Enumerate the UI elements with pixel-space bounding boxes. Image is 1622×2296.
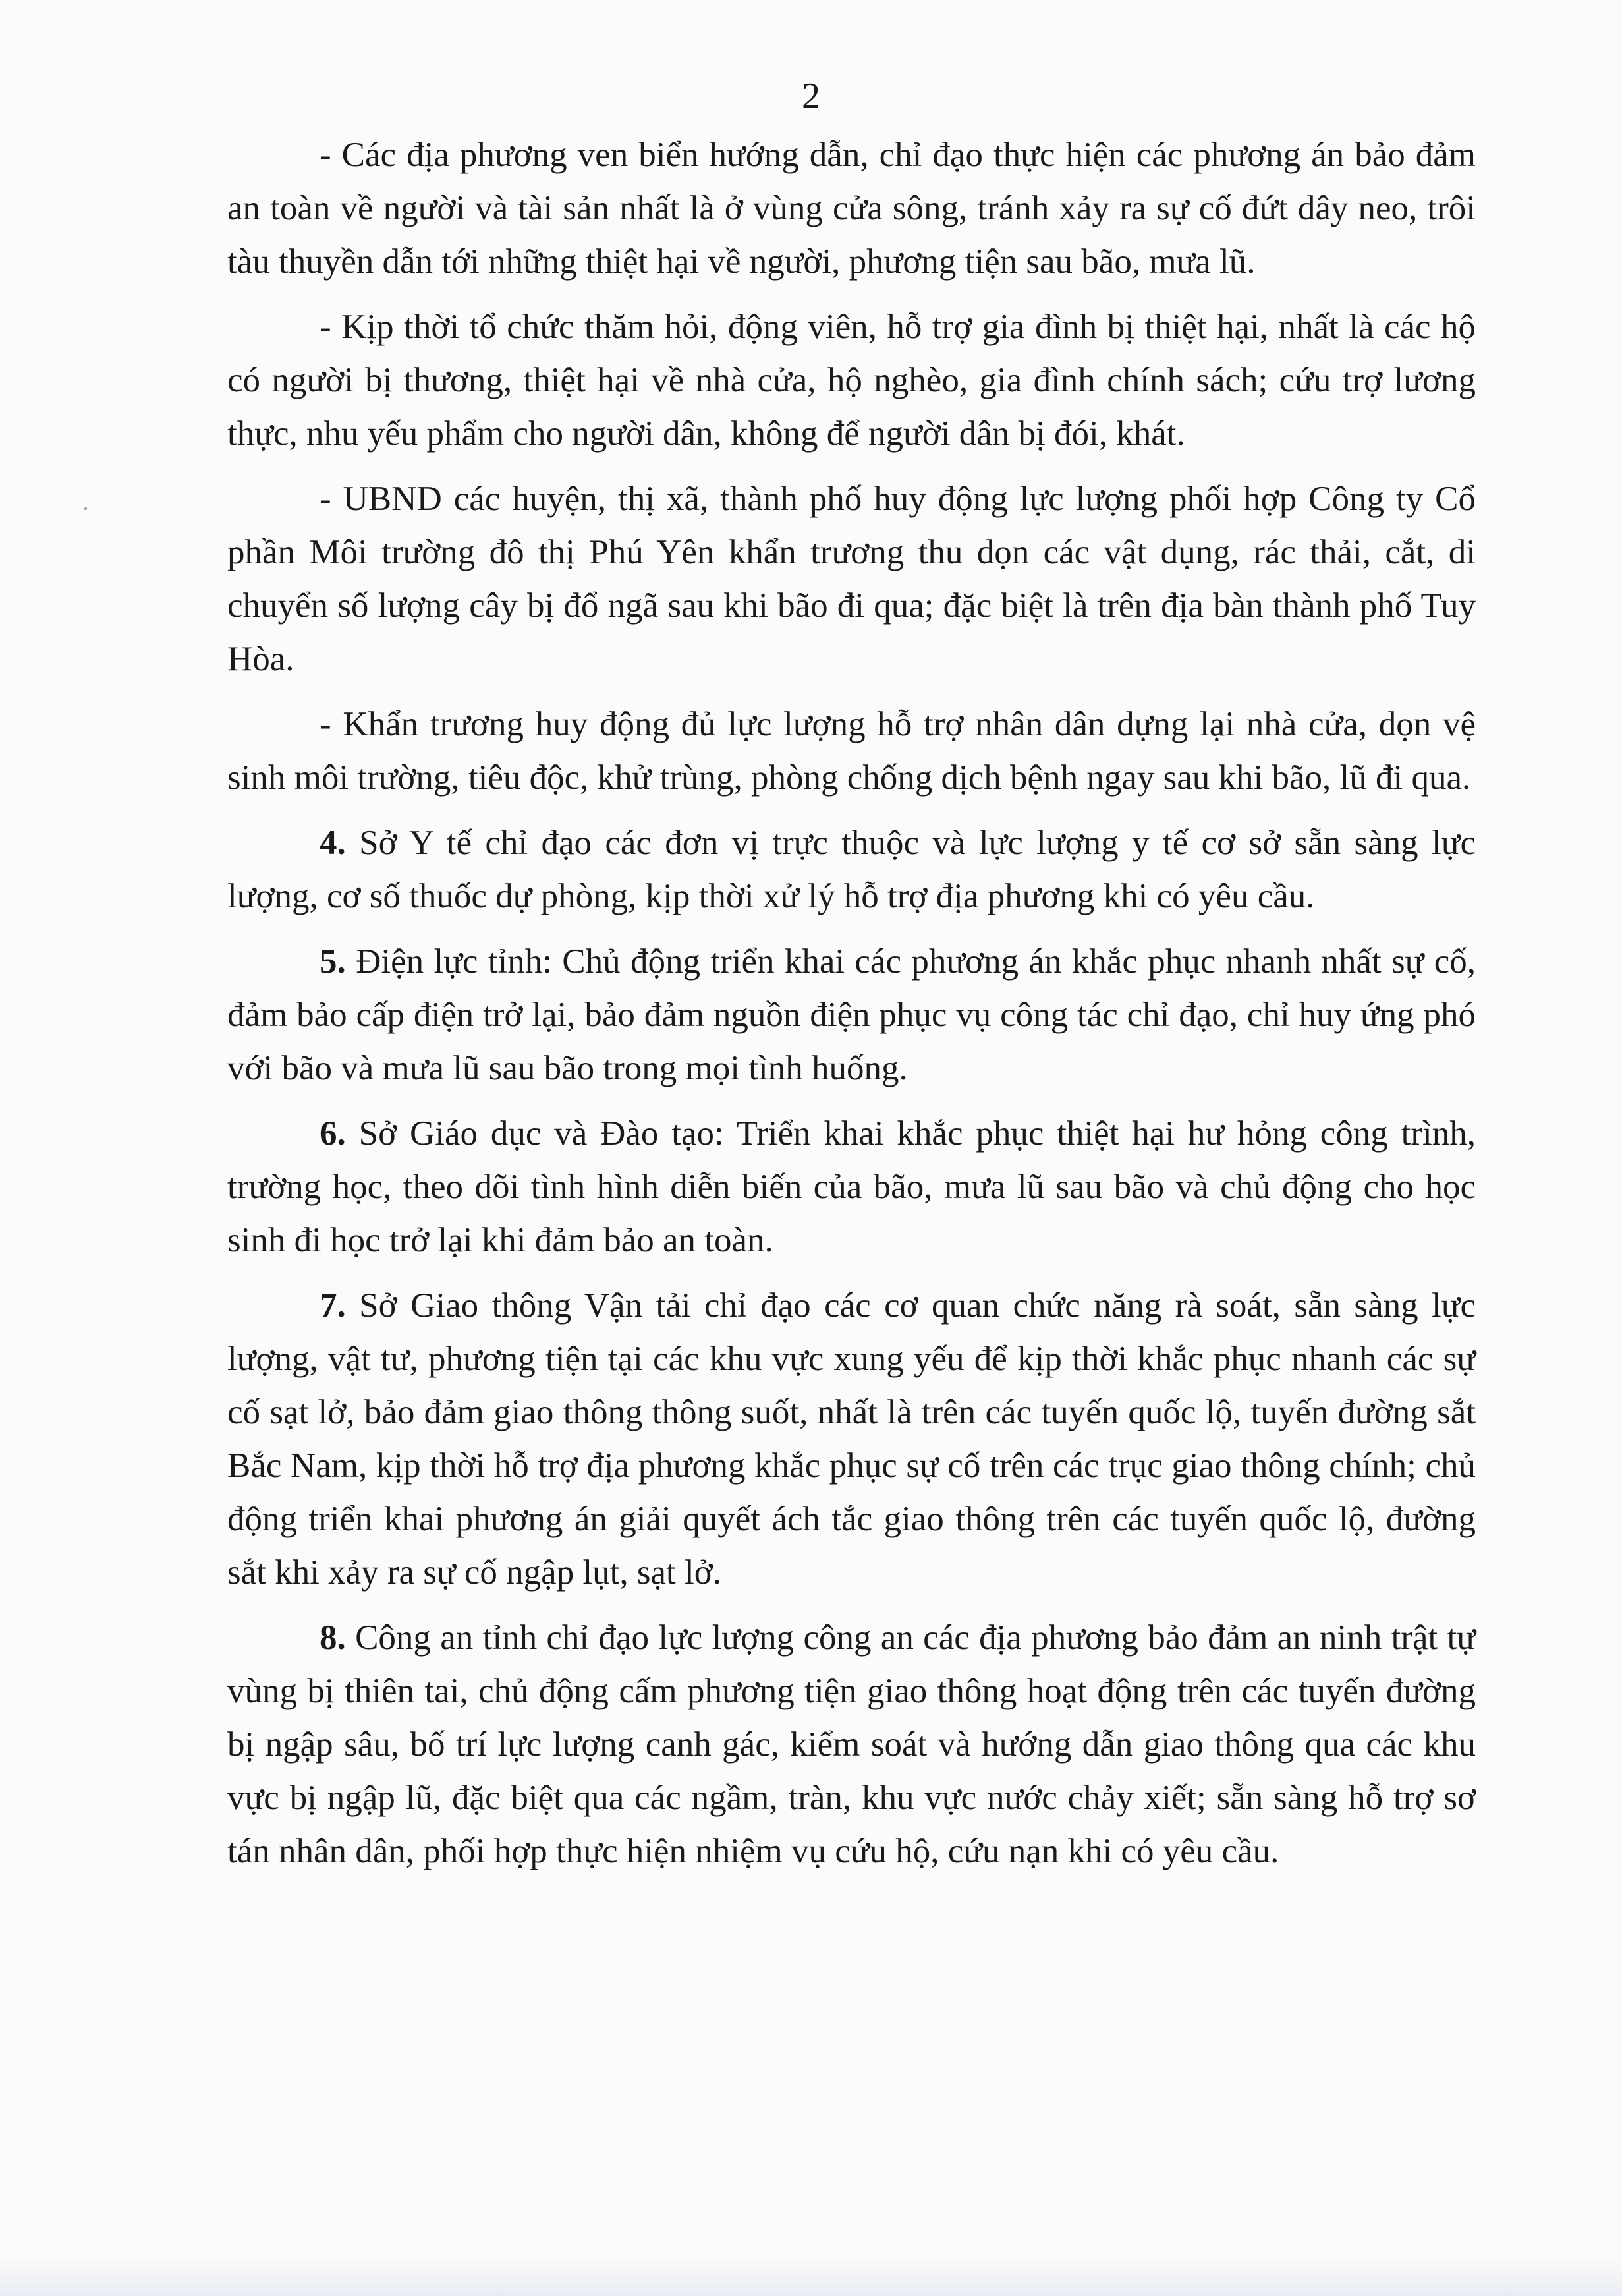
paragraph-local-rebuild: - Khẩn trương huy động đủ lực lượng hỗ trợ nhân dân dựng lại nhà cửa, dọn vệ sinh môi trường, tiêu độc, khử trùng, phòng chống dịch bệnh ngay sau khi bão, lũ đi qua. <box>227 705 1476 797</box>
item-number: 6. <box>320 1114 346 1153</box>
paragraph-local-cleanup: - UBND các huyện, thị xã, thành phố huy động lực lượng phối hợp Công ty Cổ phần Môi trường đô thị Phú Yên khẩn trương thu dọn các vật dụng, rác thải, cắt, di chuyển số lượng cây bị đổ ngã sau khi bão đi qua; đặc biệt là trên địa bàn thành phố Tuy Hòa. <box>227 480 1476 678</box>
item-number: 5. <box>320 942 346 981</box>
item-number: 4. <box>320 824 346 862</box>
paragraph-item-7-transport: 7. Sở Giao thông Vận tải chỉ đạo các cơ quan chức năng rà soát, sẵn sàng lực lượng, vật tư, phương tiện tại các khu vực xung yếu để kịp thời khắc phục nhanh các sự cố sạt lở, bảo đảm giao thông thông suốt, nhất là trên các tuyến quốc lộ, tuyến đường sắt Bắc Nam, kịp thời hỗ trợ địa phương khắc phục sự cố trên các trục giao thông chính; chủ động triển khai phương án giải quyết ách tắc giao thông trên các tuyến quốc lộ, đường sắt khi xảy ra sự cố ngập lụt, sạt lở. <box>227 1286 1476 1592</box>
paragraph-item-5-power: 5. Điện lực tỉnh: Chủ động triển khai các phương án khắc phục nhanh nhất sự cố, đảm bảo cấp điện trở lại, bảo đảm nguồn điện phục vụ công tác chỉ đạo, chỉ huy ứng phó với bão và mưa lũ sau bão trong mọi tình huống. <box>227 942 1476 1087</box>
paragraph-item-6-education: 6. Sở Giáo dục và Đào tạo: Triển khai khắc phục thiệt hại hư hỏng công trình, trường học, theo dõi tình hình diễn biến của bão, mưa lũ sau bão và chủ động cho học sinh đi học trở lại khi đảm bảo an toàn. <box>227 1114 1476 1259</box>
item-number: 7. <box>320 1286 346 1325</box>
paragraph-item-8-police: 8. Công an tỉnh chỉ đạo lực lượng công an các địa phương bảo đảm an ninh trật tự vùng bị thiên tai, chủ động cấm phương tiện giao thông hoạt động trên các tuyến đường bị ngập sâu, bố trí lực lượng canh gác, kiểm soát và hướng dẫn giao thông qua các khu vực bị ngập lũ, đặc biệt qua các ngầm, tràn, khu vực nước chảy xiết; sẵn sàng hỗ trợ sơ tán nhân dân, phối hợp thực hiện nhiệm vụ cứu hộ, cứu nạn khi có yêu cầu. <box>227 1619 1476 1870</box>
page-number: 2 <box>802 76 820 117</box>
paragraph-item-4-health: 4. Sở Y tế chỉ đạo các đơn vị trực thuộc và lực lượng y tế cơ sở sẵn sàng lực lượng, cơ số thuốc dự phòng, kịp thời xử lý hỗ trợ địa phương khi có yêu cầu. <box>227 824 1476 915</box>
scan-bottom-edge <box>0 2256 1622 2296</box>
document-body <box>227 129 1476 1890</box>
scan-speck <box>84 507 87 510</box>
item-number: 8. <box>320 1619 346 1657</box>
paragraph-local-relief: - Kịp thời tổ chức thăm hỏi, động viên, hỗ trợ gia đình bị thiệt hại, nhất là các hộ có người bị thương, thiệt hại về nhà cửa, hộ nghèo, gia đình chính sách; cứu trợ lương thực, nhu yếu phẩm cho người dân, không để người dân bị đói, khát. <box>227 308 1476 453</box>
paragraph-local-coastal: - Các địa phương ven biển hướng dẫn, chỉ đạo thực hiện các phương án bảo đảm an toàn về người và tài sản nhất là ở vùng cửa sông, tránh xảy ra sự cố đứt dây neo, trôi tàu thuyền dẫn tới những thiệt hại về người, phương tiện sau bão, mưa lũ. <box>227 136 1476 281</box>
